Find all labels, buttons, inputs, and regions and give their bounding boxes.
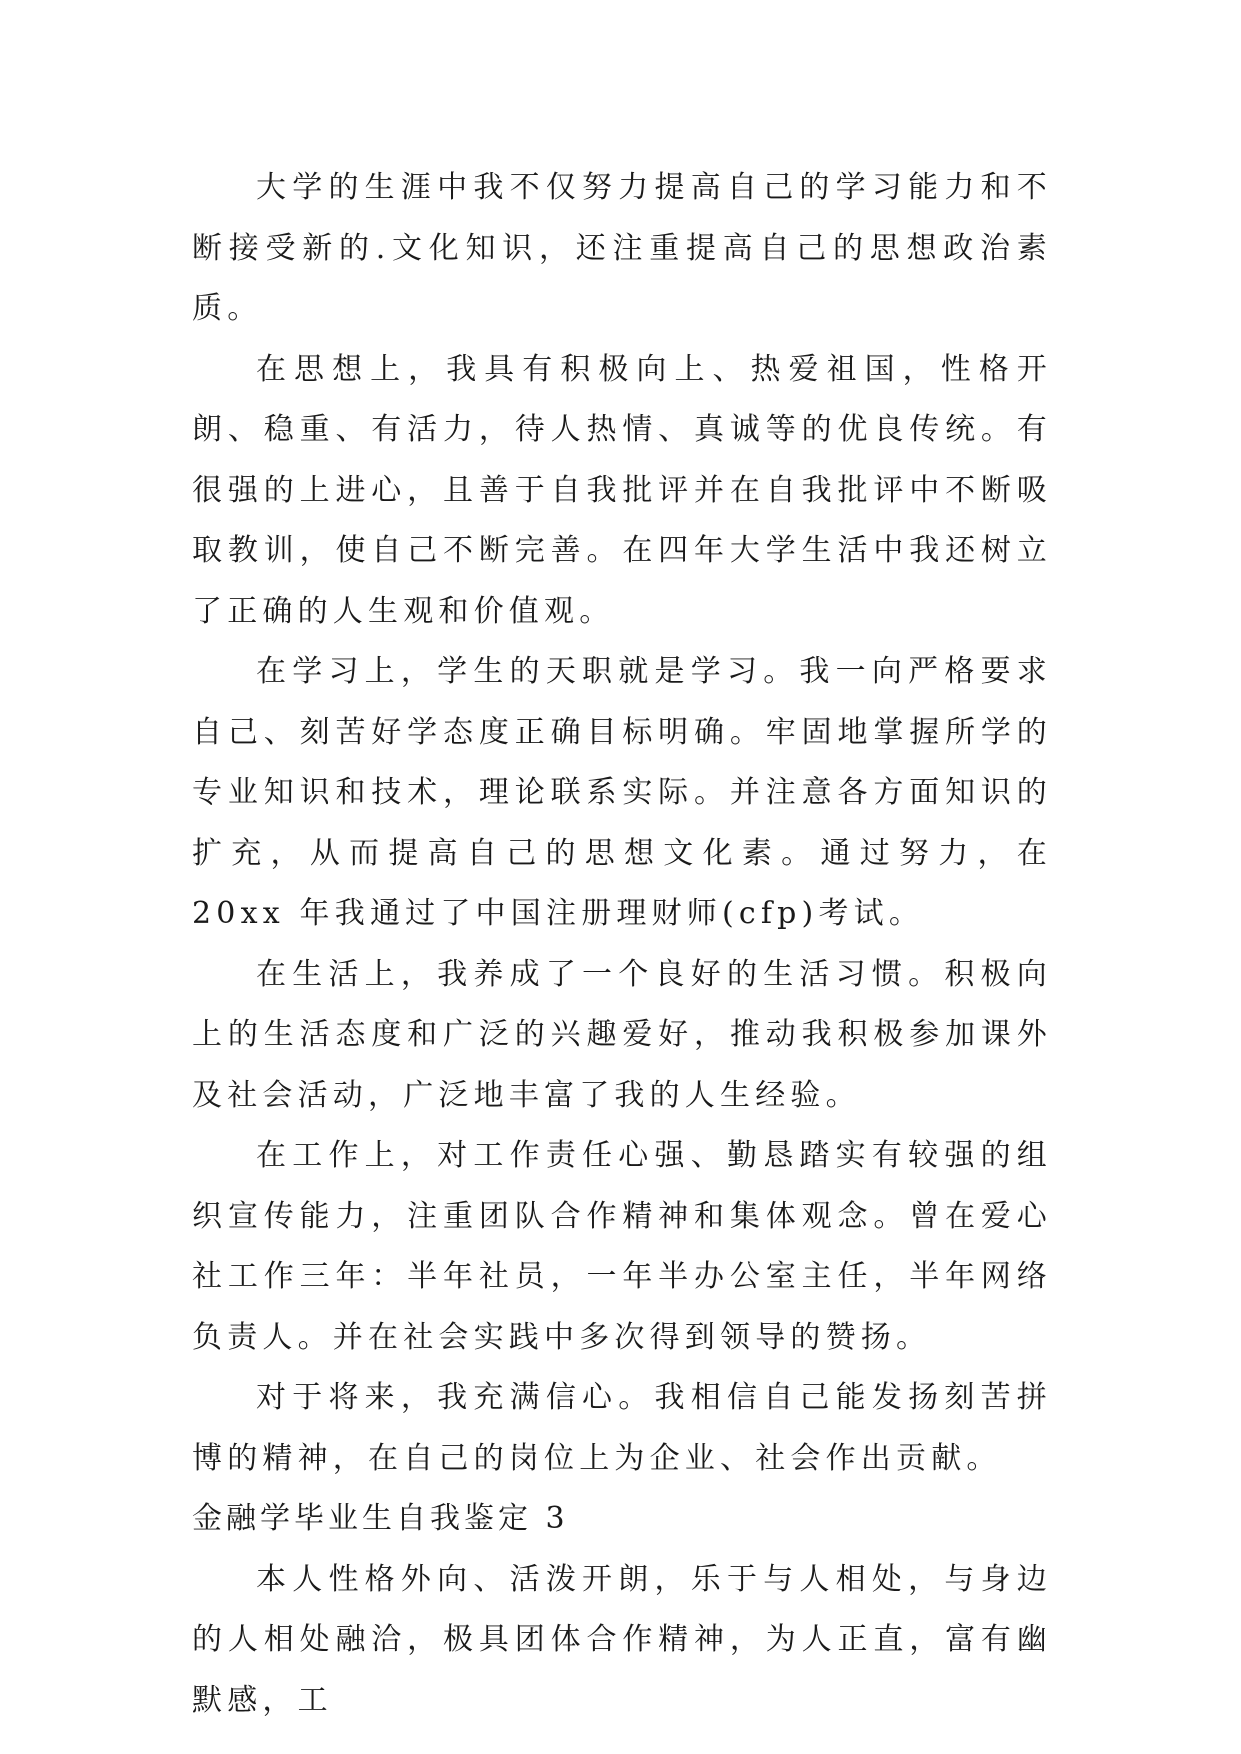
- paragraph: 在思想上，我具有积极向上、热爱祖国，性格开朗、稳重、有活力，待人热情、真诚等的优良传统。有很强的上进心，且善于自我批评并在自我批评中不断吸取教训，使自己不断完善。在四年大学生活中我还树立了正确的人生观和价值观。: [192, 351, 1052, 629]
- section-heading: 金融学毕业生自我鉴定 3: [192, 1501, 569, 1536]
- paragraph: 本人性格外向、活泼开朗，乐于与人相处，与身边的人相处融洽，极具团体合作精神，为人正直，富有幽默感，工: [192, 1561, 1052, 1718]
- document-body: [192, 158, 1052, 1731]
- paragraph: 对于将来，我充满信心。我相信自己能发扬刻苦拼博的精神，在自己的岗位上为企业、社会作出贡献。: [192, 1380, 1052, 1476]
- paragraph: 在生活上，我养成了一个良好的生活习惯。积极向上的生活态度和广泛的兴趣爱好，推动我积极参加课外及社会活动，广泛地丰富了我的人生经验。: [192, 956, 1052, 1113]
- paragraph: 在学习上，学生的天职就是学习。我一向严格要求自己、刻苦好学态度正确目标明确。牢固地掌握所学的专业知识和技术，理论联系实际。并注意各方面知识的扩充，从而提高自己的思想文化素。通过努力，在 20xx 年我通过了中国注册理财师(cfp)考试。: [192, 654, 1052, 931]
- paragraph: 大学的生涯中我不仅努力提高自己的学习能力和不断接受新的.文化知识，还注重提高自己的思想政治素质。: [192, 170, 1052, 326]
- paragraph: 在工作上，对工作责任心强、勤恳踏实有较强的组织宣传能力，注重团队合作精神和集体观念。曾在爱心社工作三年：半年社员，一年半办公室主任，半年网络负责人。并在社会实践中多次得到领导的赞扬。: [192, 1138, 1052, 1355]
